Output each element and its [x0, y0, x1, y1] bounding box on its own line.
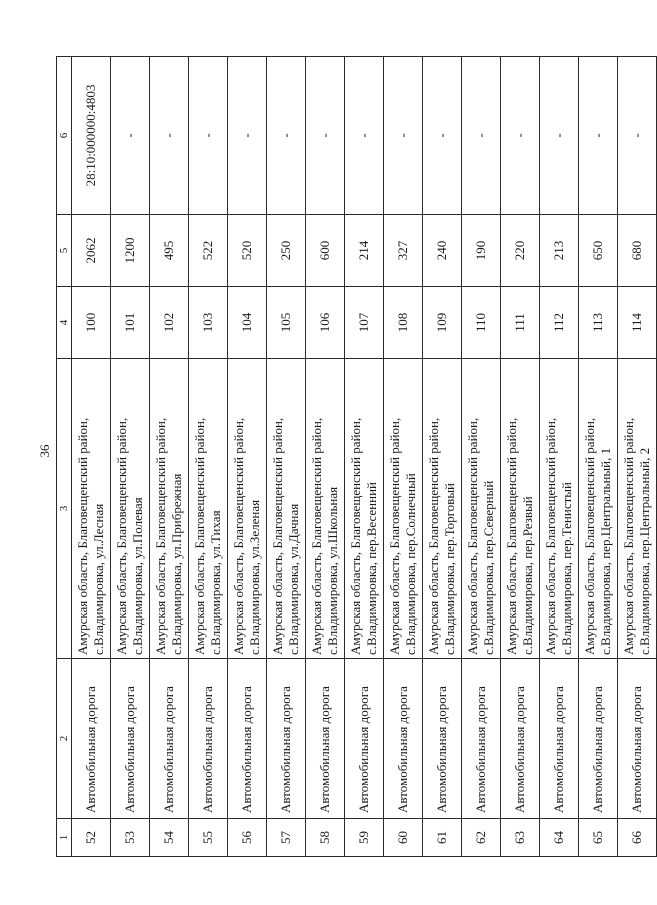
object-address	[618, 359, 657, 659]
header-col-6: 6	[57, 57, 72, 215]
address-line-1: Амурская область, Благовещенский район,	[231, 417, 246, 655]
table-row	[540, 57, 579, 857]
address-line-2: с.Владимировка, пер.Северный	[481, 480, 496, 655]
address-line-1: Амурская область, Благовещенский район,	[465, 417, 480, 655]
header-col-4: 4	[57, 287, 72, 359]
address-line-2: с.Владимировка, ул.Дачная	[286, 503, 301, 655]
object-type: Автомобильная дорога	[501, 659, 540, 819]
object-address	[306, 359, 345, 659]
address-line-1: Амурская область, Благовещенский район,	[621, 417, 636, 655]
object-length: 680	[618, 215, 657, 287]
object-length: 190	[462, 215, 501, 287]
cadastral-number: -	[462, 57, 501, 215]
object-type: Автомобильная дорога	[228, 659, 267, 819]
cadastral-number: -	[228, 57, 267, 215]
row-number: 61	[423, 819, 462, 857]
row-number: 56	[228, 819, 267, 857]
table-row	[579, 57, 618, 857]
cadastral-number: -	[423, 57, 462, 215]
cadastral-number: -	[306, 57, 345, 215]
address-line-2: с.Владимировка, ул.Тихая	[208, 510, 223, 655]
table-row	[501, 57, 540, 857]
address-line-1: Амурская область, Благовещенский район,	[426, 417, 441, 655]
object-id: 109	[423, 287, 462, 359]
object-address	[228, 359, 267, 659]
table-row	[228, 57, 267, 857]
address-line-1: Амурская область, Благовещенский район,	[387, 417, 402, 655]
object-id: 113	[579, 287, 618, 359]
address-line-1: Амурская область, Благовещенский район,	[543, 417, 558, 655]
object-address	[111, 359, 150, 659]
address-line-2: с.Владимировка, пер.Резвый	[520, 496, 535, 655]
address-line-1: Амурская область, Благовещенский район,	[309, 417, 324, 655]
object-length: 214	[345, 215, 384, 287]
table-row	[111, 57, 150, 857]
address-line-2: с.Владимировка, пер.Центральный, 2	[637, 447, 652, 655]
object-address	[384, 359, 423, 659]
row-number: 54	[150, 819, 189, 857]
cadastral-number: -	[618, 57, 657, 215]
row-number: 58	[306, 819, 345, 857]
address-line-2: с.Владимировка, пер.Центральный, 1	[598, 447, 613, 655]
object-type: Автомобильная дорога	[306, 659, 345, 819]
object-length: 220	[501, 215, 540, 287]
cadastral-number: -	[540, 57, 579, 215]
object-id: 104	[228, 287, 267, 359]
object-length: 213	[540, 215, 579, 287]
roads-table	[56, 56, 657, 857]
table-row	[423, 57, 462, 857]
object-length: 520	[228, 215, 267, 287]
object-id: 100	[72, 287, 111, 359]
object-type: Автомобильная дорога	[189, 659, 228, 819]
object-type: Автомобильная дорога	[267, 659, 306, 819]
address-line-2: с.Владимировка, пер.Солнечный	[403, 473, 418, 655]
table-row	[618, 57, 657, 857]
row-number: 66	[618, 819, 657, 857]
object-address	[423, 359, 462, 659]
object-id: 114	[618, 287, 657, 359]
object-type: Автомобильная дорога	[423, 659, 462, 819]
object-id: 106	[306, 287, 345, 359]
object-id: 110	[462, 287, 501, 359]
object-type: Автомобильная дорога	[540, 659, 579, 819]
address-line-2: с.Владимировка, ул.Прибрежная	[169, 473, 184, 655]
cadastral-number: -	[111, 57, 150, 215]
object-length: 1200	[111, 215, 150, 287]
table-row	[462, 57, 501, 857]
address-line-2: с.Владимировка, ул.Школьная	[325, 486, 340, 655]
table-row	[345, 57, 384, 857]
object-address	[462, 359, 501, 659]
address-line-2: с.Владимировка, пер.Тенистый	[559, 482, 574, 655]
object-length: 650	[579, 215, 618, 287]
row-number: 63	[501, 819, 540, 857]
address-line-1: Амурская область, Благовещенский район,	[504, 417, 519, 655]
object-id: 111	[501, 287, 540, 359]
object-id: 112	[540, 287, 579, 359]
table-row	[267, 57, 306, 857]
address-line-2: с.Владимировка, пер.Торговый	[442, 482, 457, 655]
cadastral-number: -	[150, 57, 189, 215]
object-id: 108	[384, 287, 423, 359]
table-row	[306, 57, 345, 857]
header-col-1: 1	[57, 819, 72, 857]
cadastral-number: -	[189, 57, 228, 215]
table-row	[384, 57, 423, 857]
address-line-1: Амурская область, Благовещенский район,	[114, 417, 129, 655]
address-line-2: с.Владимировка, ул.Лесная	[91, 503, 106, 655]
object-type: Автомобильная дорога	[345, 659, 384, 819]
object-id: 103	[189, 287, 228, 359]
address-line-2: с.Владимировка, ул.Зеленая	[247, 499, 262, 655]
row-number: 64	[540, 819, 579, 857]
object-length: 522	[189, 215, 228, 287]
object-type: Автомобильная дорога	[72, 659, 111, 819]
cadastral-number: 28:10:000000:4803	[72, 57, 111, 215]
address-line-1: Амурская область, Благовещенский район,	[75, 417, 90, 655]
page-number: 36	[37, 444, 52, 458]
object-length: 240	[423, 215, 462, 287]
cadastral-number: -	[384, 57, 423, 215]
address-line-1: Амурская область, Благовещенский район,	[348, 417, 363, 655]
object-id: 105	[267, 287, 306, 359]
object-type: Автомобильная дорога	[150, 659, 189, 819]
object-type: Автомобильная дорога	[111, 659, 150, 819]
object-length: 495	[150, 215, 189, 287]
table-row	[189, 57, 228, 857]
header-col-3: 3	[57, 359, 72, 659]
address-line-2: с.Владимировка, ул.Полевая	[130, 497, 145, 655]
row-number: 62	[462, 819, 501, 857]
row-number: 52	[72, 819, 111, 857]
roads-table-container	[56, 57, 652, 857]
row-number: 59	[345, 819, 384, 857]
object-address	[579, 359, 618, 659]
cadastral-number: -	[345, 57, 384, 215]
cadastral-number: -	[501, 57, 540, 215]
row-number: 65	[579, 819, 618, 857]
row-number: 57	[267, 819, 306, 857]
address-line-1: Амурская область, Благовещенский район,	[582, 417, 597, 655]
object-address	[267, 359, 306, 659]
object-id: 102	[150, 287, 189, 359]
object-address	[72, 359, 111, 659]
header-col-5: 5	[57, 215, 72, 287]
header-col-2: 2	[57, 659, 72, 819]
object-type: Автомобильная дорога	[462, 659, 501, 819]
address-line-2: с.Владимировка, пер.Весенний	[364, 482, 379, 655]
table-row	[72, 57, 111, 857]
object-address	[345, 359, 384, 659]
address-line-1: Амурская область, Благовещенский район,	[153, 417, 168, 655]
row-number: 53	[111, 819, 150, 857]
object-address	[540, 359, 579, 659]
header-row	[57, 57, 72, 857]
object-address	[189, 359, 228, 659]
object-address	[501, 359, 540, 659]
object-length: 600	[306, 215, 345, 287]
cadastral-number: -	[267, 57, 306, 215]
cadastral-number: -	[579, 57, 618, 215]
object-length: 327	[384, 215, 423, 287]
table-row	[150, 57, 189, 857]
object-id: 107	[345, 287, 384, 359]
object-type: Автомобильная дорога	[384, 659, 423, 819]
row-number: 55	[189, 819, 228, 857]
row-number: 60	[384, 819, 423, 857]
object-length: 2062	[72, 215, 111, 287]
object-type: Автомобильная дорога	[579, 659, 618, 819]
object-length: 250	[267, 215, 306, 287]
object-id: 101	[111, 287, 150, 359]
object-type: Автомобильная дорога	[618, 659, 657, 819]
address-line-1: Амурская область, Благовещенский район,	[270, 417, 285, 655]
object-address	[150, 359, 189, 659]
address-line-1: Амурская область, Благовещенский район,	[192, 417, 207, 655]
